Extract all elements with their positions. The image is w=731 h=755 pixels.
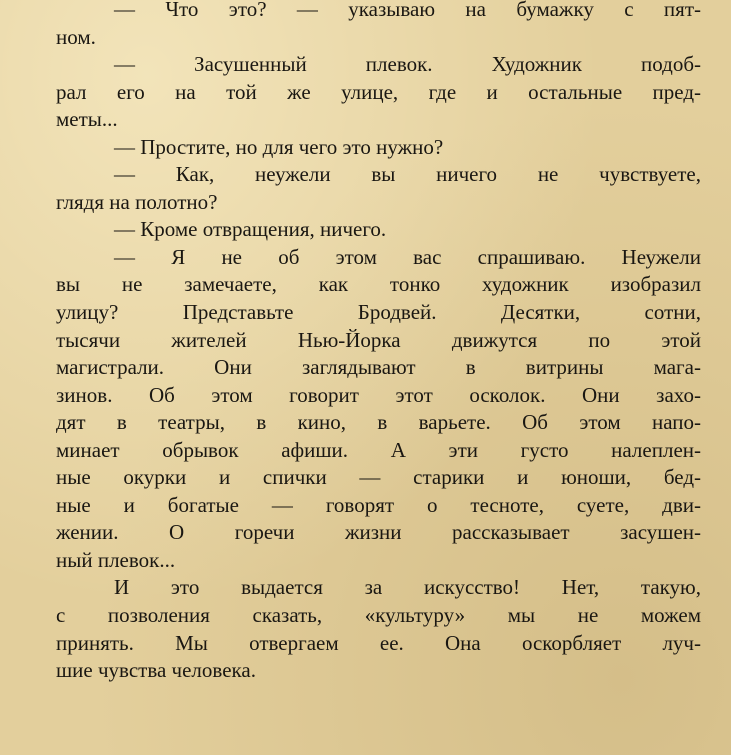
text-line: меты...	[56, 107, 118, 132]
text-line: тысячи жителей Нью-Йорка движутся по этой	[56, 327, 701, 352]
text-line: И это выдается за искусство! Нет, такую,	[114, 575, 701, 600]
text-line: зинов. Об этом говорит этот осколок. Они захо-	[56, 382, 701, 407]
article-text	[56, 0, 701, 685]
text-line: рал его на той же улице, где и остальные пред-	[56, 79, 701, 104]
text-line: принять. Мы отвергаем ее. Она оскорбляет луч-	[56, 630, 701, 655]
text-line: глядя на полотно?	[56, 189, 218, 214]
text-line: вы не замечаете, как тонко художник изобразил	[56, 272, 701, 297]
text-line: — Кроме отвращения, ничего.	[114, 217, 387, 242]
text-line: с позволения сказать, «культуру» мы не можем	[56, 603, 701, 628]
text-line: ном.	[56, 24, 96, 49]
text-line: жении. О горечи жизни рассказывает засушен-	[56, 520, 701, 545]
text-line: — Засушенный плевок. Художник подоб-	[114, 52, 701, 77]
text-line: улицу? Представьте Бродвей. Десятки, сотни,	[56, 300, 701, 325]
text-line: — Что это? — указываю на бумажку с пят-	[114, 0, 701, 21]
text-line: ные и богатые — говорят о тесноте, суете, дви-	[56, 492, 701, 517]
text-line: минает обрывок афиши. А эти густо налеплен-	[56, 437, 701, 462]
text-line: магистрали. Они заглядывают в витрины мага-	[56, 355, 701, 380]
text-line: шие чувства человека.	[56, 658, 256, 683]
text-line: — Я не об этом вас спрашиваю. Неужели	[114, 244, 701, 269]
text-line: дят в театры, в кино, в варьете. Об этом напо-	[56, 410, 701, 435]
text-line: ный плевок...	[56, 547, 176, 572]
text-line: — Как, неужели вы ничего не чувствуете,	[114, 162, 701, 187]
text-line: ные окурки и спички — старики и юноши, бед-	[56, 465, 701, 490]
text-line: — Простите, но для чего это нужно?	[114, 134, 444, 159]
